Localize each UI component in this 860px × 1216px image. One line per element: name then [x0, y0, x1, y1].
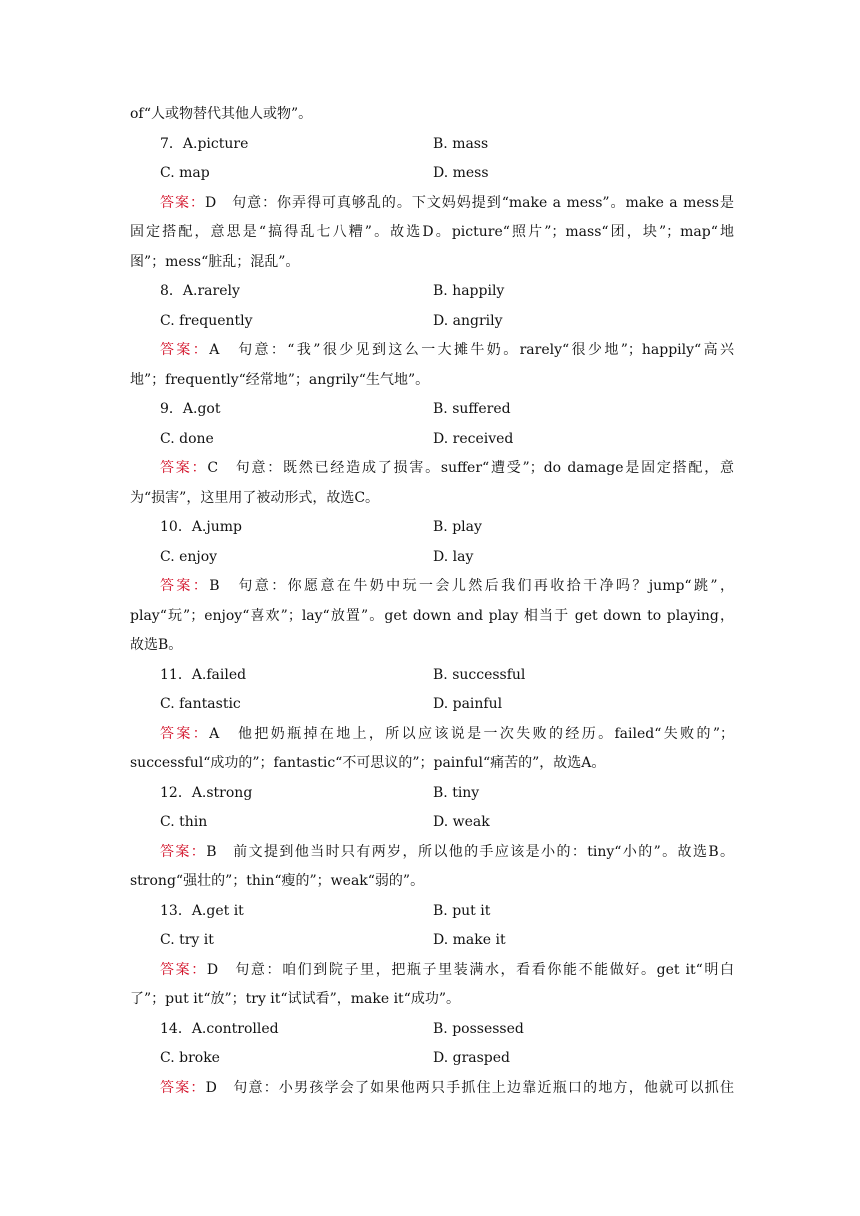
option-c: C. thin [160, 814, 208, 830]
answer-label: 答案： [160, 342, 210, 358]
option-a: 13．A.get it [160, 903, 244, 919]
option-d: D. painful [433, 696, 503, 712]
text-line: 图”；mess“脏乱；混乱”。 [130, 254, 300, 270]
text-line: 固定搭配，意思是“搞得乱七八糟”。故选D。picture“照片”；mass“团，块”；map“地 [130, 224, 734, 240]
option-a: 12．A.strong [160, 785, 253, 801]
option-c: C. enjoy [160, 549, 218, 565]
option-a: 11．A.failed [160, 667, 247, 683]
text-line: 故选B。 [130, 637, 183, 653]
text-line: successful“成功的”；fantastic“不可思议的”；painful“痛苦的”，故选A。 [130, 755, 606, 771]
answer-text: D 句意：你弄得可真够乱的。下文妈妈提到“make a mess”。make a mess是 [204, 195, 734, 211]
option-b: B. possessed [433, 1021, 524, 1037]
option-a: 10．A.jump [160, 519, 242, 535]
option-a: 14．A.controlled [160, 1021, 279, 1037]
option-a: 8．A.rarely [160, 283, 240, 299]
answer-label: 答案： [160, 460, 208, 476]
option-b: B. mass [433, 136, 489, 152]
answer-label: 答案： [160, 578, 210, 594]
answer-text: A 句意：“我”很少见到这么一大摊牛奶。rarely“很少地”；happily“高兴 [209, 342, 734, 358]
text-line: play“玩”；enjoy“喜欢”；lay“放置”。get down and play 相当于 get down to playing， [130, 608, 734, 624]
option-c: C. frequently [160, 313, 253, 329]
option-a: 7．A.picture [160, 136, 249, 152]
answer-text: A 他把奶瓶掉在地上，所以应该说是一次失败的经历。failed“失败的”； [209, 726, 734, 742]
answer-line [160, 457, 734, 479]
answer-line [160, 959, 734, 981]
option-c: C. try it [160, 932, 214, 948]
answer-text: D 句意：咱们到院子里，把瓶子里装满水，看看你能不能做好。get it“明白 [206, 962, 734, 978]
option-a: 9．A.got [160, 401, 221, 417]
answer-label: 答案： [160, 195, 205, 211]
answer-line [160, 1077, 734, 1099]
option-d: D. make it [433, 932, 506, 948]
option-c: C. map [160, 165, 210, 181]
option-c: C. fantastic [160, 696, 241, 712]
answer-line [160, 575, 734, 597]
option-d: D. grasped [433, 1050, 511, 1066]
answer-label: 答案： [160, 844, 207, 860]
text-line: 地”；frequently“经常地”；angrily“生气地”。 [130, 372, 430, 388]
option-d: D. mess [433, 165, 489, 181]
answer-text: C 句意：既然已经造成了损害。suffer“遭受”；do damage是固定搭配，意 [207, 460, 734, 476]
answer-text: B 句意：你愿意在牛奶中玩一会儿然后我们再收拾干净吗？jump“跳”， [209, 578, 734, 594]
text-line: 了”；put it“放”；try it“试试看”，make it“成功”。 [130, 991, 460, 1007]
answer-line [160, 841, 734, 863]
text-line: of“人或物替代其他人或物”。 [130, 106, 313, 122]
option-b: B. successful [433, 667, 526, 683]
option-b: B. tiny [433, 785, 480, 801]
option-b: B. suffered [433, 401, 511, 417]
answer-label: 答案： [160, 962, 207, 978]
answer-text: B 前文提到他当时只有两岁，所以他的手应该是小的：tiny“小的”。故选B。 [206, 844, 734, 860]
option-b: B. happily [433, 283, 505, 299]
answer-line [160, 723, 734, 745]
answer-line [160, 192, 734, 214]
text-line: 为“损害”，这里用了被动形式，故选C。 [130, 490, 380, 506]
answer-label: 答案： [160, 1080, 206, 1096]
option-c: C. done [160, 431, 214, 447]
option-c: C. broke [160, 1050, 220, 1066]
option-d: D. weak [433, 814, 490, 830]
answer-label: 答案： [160, 726, 210, 742]
option-d: D. angrily [433, 313, 503, 329]
option-d: D. received [433, 431, 514, 447]
answer-text: D 句意：小男孩学会了如果他两只手抓住上边靠近瓶口的地方，他就可以抓住 [205, 1080, 734, 1096]
option-d: D. lay [433, 549, 474, 565]
option-b: B. play [433, 519, 482, 535]
option-b: B. put it [433, 903, 491, 919]
answer-line [160, 339, 734, 361]
text-line: strong“强壮的”；thin“瘦的”；weak“弱的”。 [130, 873, 425, 889]
